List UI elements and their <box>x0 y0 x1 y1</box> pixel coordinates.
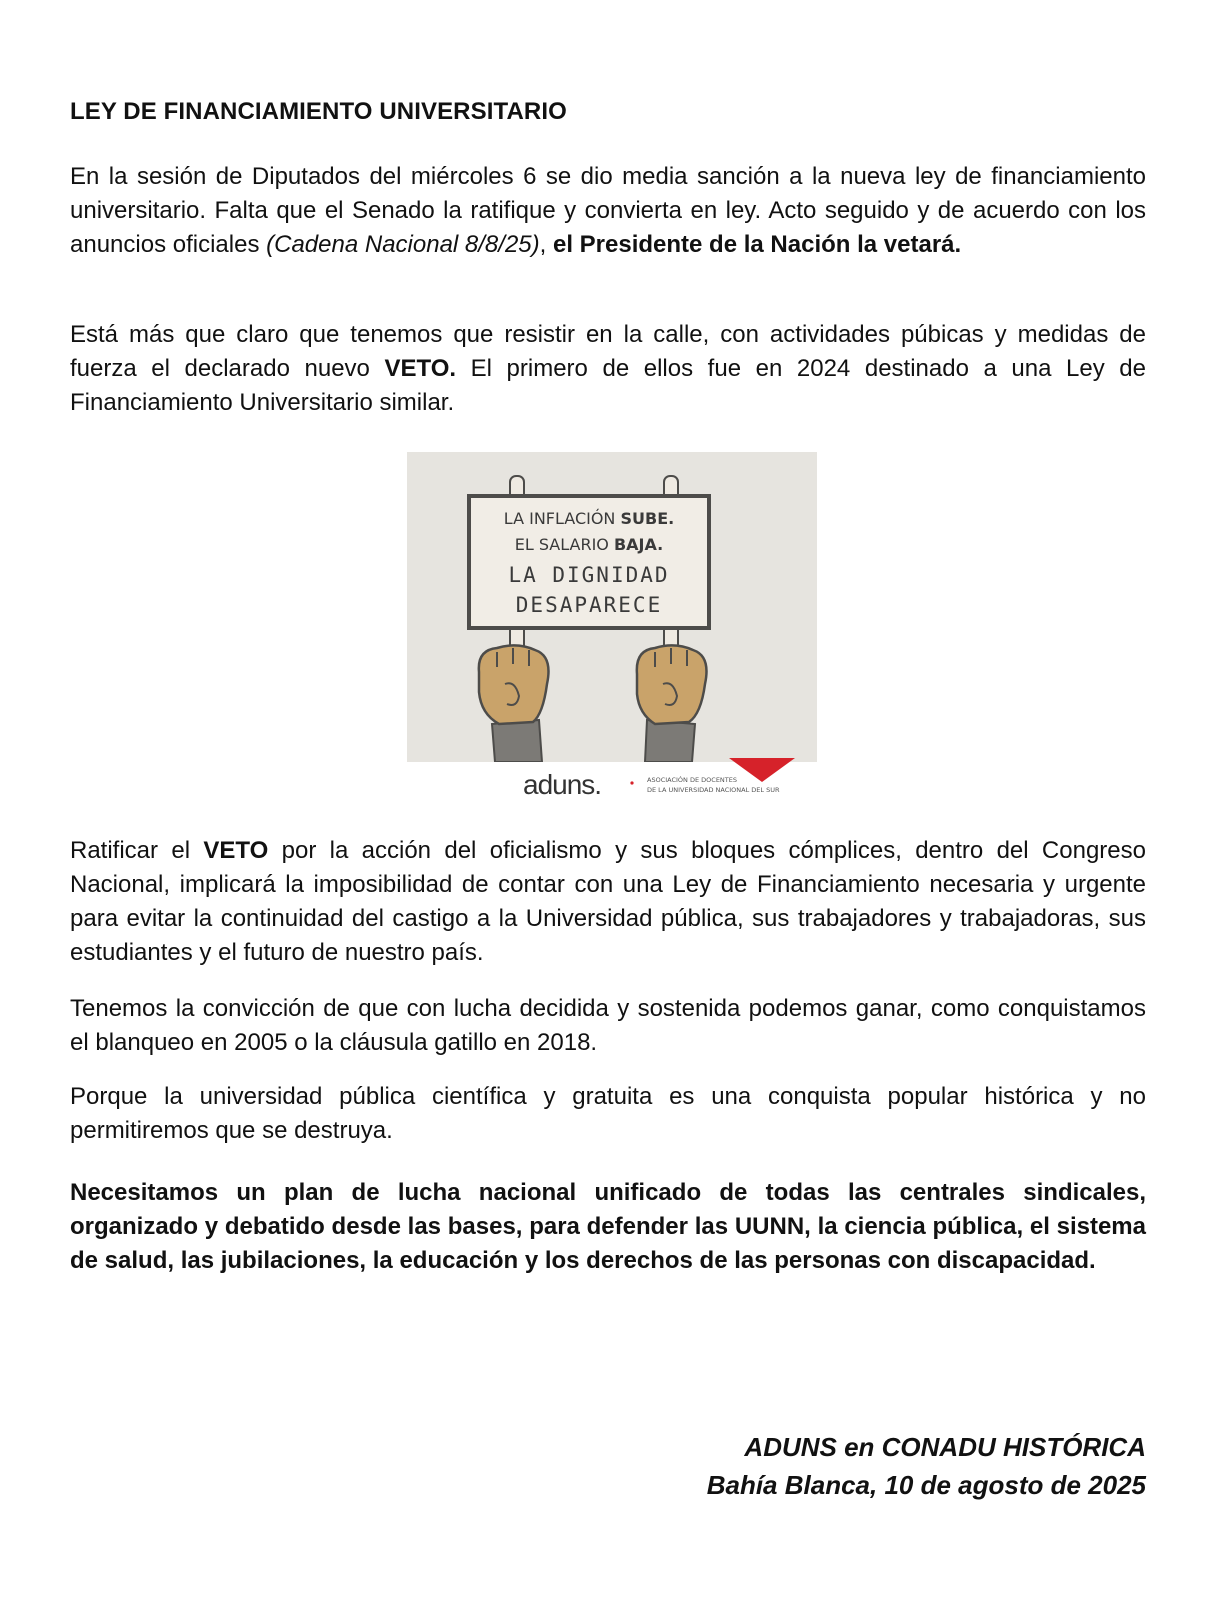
p2-text-a: Está más que claro que tenemos que resistir en la calle, con actividades púbicas y medidas de fuerza el declarado nuevo <box>70 321 1146 382</box>
p1-italic: (Cadena Nacional 8/8/25) <box>266 231 540 258</box>
signature-organization: ADUNS en CONADU HISTÓRICA <box>744 1432 1146 1462</box>
sign-line-3: LA DIGNIDAD <box>508 563 670 587</box>
p2-bold: VETO. <box>384 355 457 382</box>
aduns-logo-text: aduns. <box>523 769 602 800</box>
assoc-line-2: DE LA UNIVERSIDAD NACIONAL DEL SUR <box>647 786 780 794</box>
p1-text-b: , <box>539 231 553 258</box>
sign-line-1: LA INFLACIÓN SUBE. <box>503 509 675 528</box>
sign-line-2: EL SALARIO BAJA. <box>514 535 664 554</box>
p1-bold: el Presidente de la Nación la vetará. <box>552 231 962 258</box>
paragraph-4: Tenemos la convicción de que con lucha decidida y sostenida podemos ganar, como conquistamos el blanqueo en 2005 o la cláusula gatillo en 2018. <box>70 995 1146 1056</box>
p1-text-a: En la sesión de Diputados del miércoles 6 se dio media sanción a la nueva ley de financiamiento universitario. Falta que el Senado la ratifique y convierta en ley. Acto seguido y de acuerdo con los anuncios oficiales <box>70 163 1146 258</box>
protest-poster-image <box>407 452 817 822</box>
logo-dot-icon <box>630 781 633 784</box>
paragraph-5: Porque la universidad pública científica y gratuita es una conquista popular histórica y no permitiremos que se destruya. <box>70 1083 1146 1144</box>
p3-text-a: Ratificar el <box>70 837 204 864</box>
paragraph-2 <box>70 318 1146 420</box>
paragraph-1 <box>70 160 1146 262</box>
p3-text-b: por la acción del oficialismo y sus bloques cómplices, dentro del Congreso Nacional, implicará la imposibilidad de contar con una Ley de Financiamiento necesaria y urgente para evitar la continuidad del castigo a la Universidad pública, sus trabajadores y trabajadoras, sus estudiantes y el futuro de nuestro país. <box>70 837 1146 966</box>
p3-bold: VETO <box>203 837 269 864</box>
paragraph-6-call-to-action: Necesitamos un plan de lucha nacional unificado de todas las centrales sindicales, organizado y debatido desde las bases, para defender las UUNN, la ciencia pública, el sistema de salud, las jubilaciones, la educación y los derechos de las personas con discapacidad. <box>70 1179 1146 1274</box>
signature-place-date: Bahía Blanca, 10 de agosto de 2025 <box>706 1470 1146 1500</box>
document-title: LEY DE FINANCIAMIENTO UNIVERSITARIO <box>70 98 567 125</box>
p2-text-b: El primero de ellos fue en 2024 destinado a una Ley de Financiamiento Universitario similar. <box>70 355 1147 416</box>
assoc-line-1: ASOCIACIÓN DE DOCENTES <box>647 776 737 784</box>
paragraph-3 <box>70 834 1146 970</box>
sign-line-4: DESAPARECE <box>515 593 663 617</box>
